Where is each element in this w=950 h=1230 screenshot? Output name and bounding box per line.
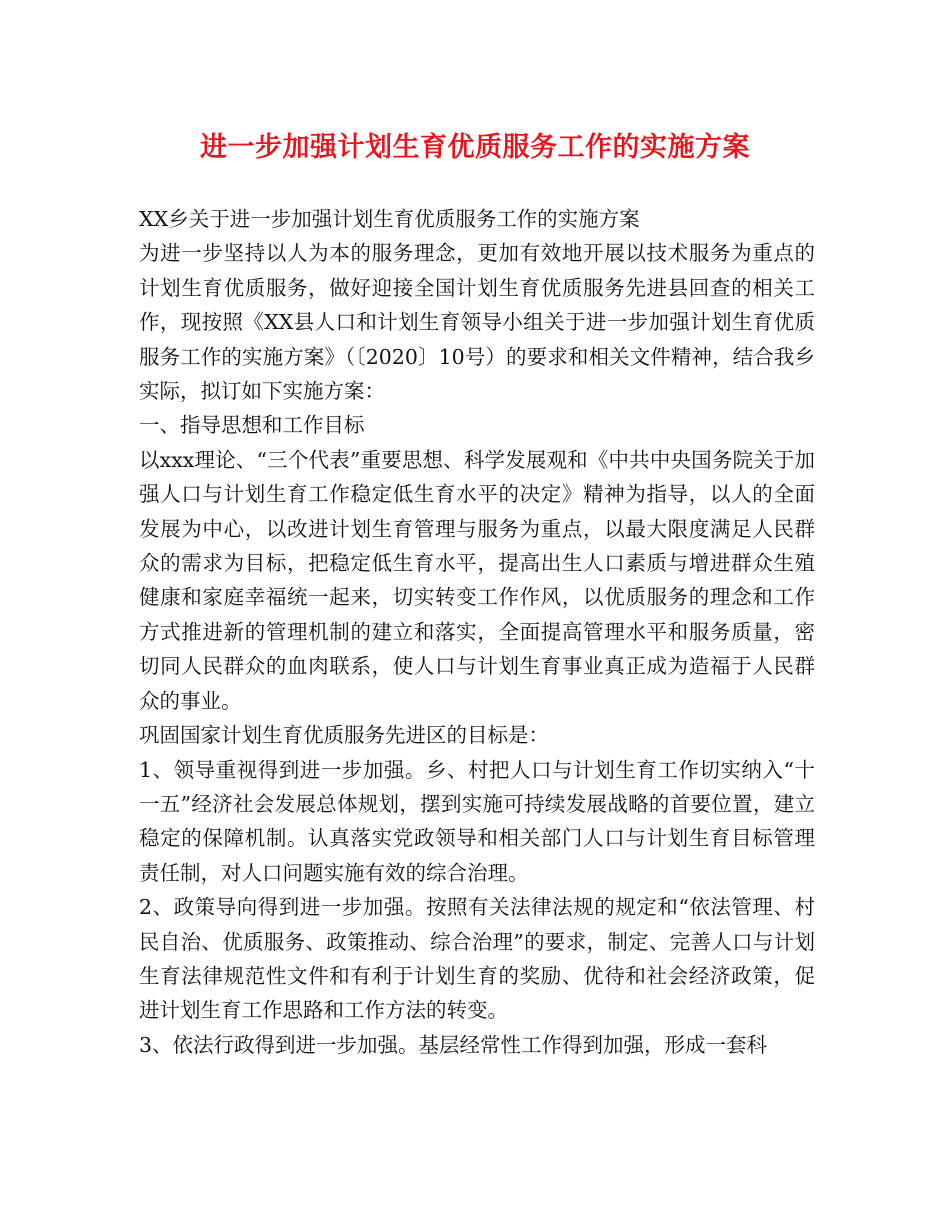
guiding-principle-paragraph: 以xxx理论、“三个代表”重要思想、科学发展观和《中共中央国务院关于加强人口与计划生育工作稳定低生育水平的决定》精神为指导，以人的全面发展为中心，以改进计划生育管理与服务为重点，以最大限度满足人民群众的需求为目标，把稳定低生育水平，提高出生人口素质与增进群众生殖健康和家庭幸福统一起来，切实转变工作作风，以优质服务的理念和工作方式推进新的管理机制的建立和落实，全面提高管理水平和服务质量，密切同人民群众的血肉联系，使人口与计划生育事业真正成为造福于人民群众的事业。 xyxy=(139,447,815,713)
goal-item-2: 2、政策导向得到进一步加强。按照有关法律法规的规定和“依法管理、村民自治、优质服务、政策推动、综合治理”的要求，制定、完善人口与计划生育法律规范性文件和有利于计划生育的奖励、优待和社会经济政策，促进计划生育工作思路和工作方法的转变。 xyxy=(139,895,815,1023)
document-subtitle: XX乡关于进一步加强计划生育优质服务工作的实施方案 xyxy=(139,207,640,231)
document-body xyxy=(139,202,815,1062)
goal-item-1: 1、领导重视得到进一步加强。乡、村把人口与计划生育工作切实纳入“十一五”经济社会发展总体规划，摆到实施可持续发展战略的首要位置，建立稳定的保障机制。认真落实党政领导和相关部门人口与计划生育目标管理责任制，对人口问题实施有效的综合治理。 xyxy=(139,757,815,885)
section-heading: 一、指导思想和工作目标 xyxy=(139,413,365,438)
goals-intro-paragraph: 巩固国家计划生育优质服务先进区的目标是： xyxy=(139,723,549,748)
document-title: 进一步加强计划生育优质服务工作的实施方案 xyxy=(200,132,750,163)
goal-item-3: 3、依法行政得到进一步加强。基层经常性工作得到加强，形成一套科 xyxy=(139,1032,768,1057)
intro-paragraph: 为进一步坚持以人为本的服务理念，更加有效地开展以技术服务为重点的计划生育优质服务，做好迎接全国计划生育优质服务先进县回查的相关工作，现按照《XX县人口和计划生育领导小组关于进一步加强计划生育优质服务工作的实施方案》（〔2020〕10号）的要求和相关文件精神，结合我乡实际，拟订如下实施方案： xyxy=(139,241,815,404)
